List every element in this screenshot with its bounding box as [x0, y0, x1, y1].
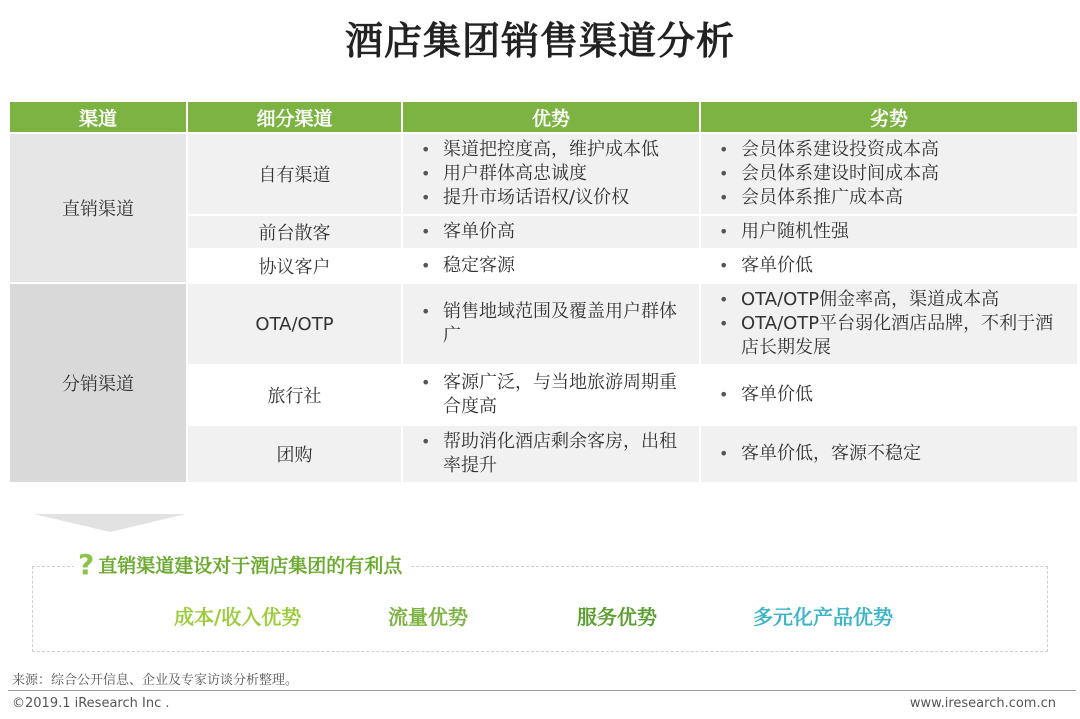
benefit-traffic: 流量优势 [388, 605, 468, 629]
subchannel-cell: 旅行社 [188, 366, 401, 424]
subchannel-cell: 协议客户 [188, 250, 401, 282]
table-row [10, 284, 1077, 364]
advantage-item: • 稳定客源 [421, 254, 691, 278]
table-header-row [10, 102, 1077, 132]
advantage-item: • 用户群体高忠诚度 [421, 162, 691, 186]
benefit-diversified-products: 多元化产品优势 [753, 605, 893, 629]
disadvantage-item: • 会员体系推广成本高 [719, 186, 1069, 210]
header-disadvantage: 劣势 [701, 102, 1077, 132]
disadvantage-item: • 客单价低，客源不稳定 [719, 442, 1069, 466]
disadvantage-item: • 客单价低 [719, 254, 1069, 278]
question-mark-icon: ? [78, 548, 95, 581]
subchannel-cell: OTA/OTP [188, 284, 401, 364]
advantage-item: • 帮助消化酒店剩余客房，出租率提升 [421, 430, 691, 478]
advantage-item: • 客源广泛，与当地旅游周期重合度高 [421, 371, 691, 419]
header-advantage: 优势 [403, 102, 699, 132]
disadvantage-item: • OTA/OTP佣金率高，渠道成本高 [719, 288, 1069, 312]
advantage-item: • 客单价高 [421, 220, 691, 244]
advantage-item: • 渠道把控度高，维护成本低 [421, 138, 691, 162]
advantage-cell [403, 134, 699, 214]
channel-direct: 直销渠道 [10, 134, 186, 282]
channel-distribution: 分销渠道 [10, 284, 186, 482]
disadvantage-item: • 客单价低 [719, 383, 1069, 407]
benefits-title-text: 直销渠道建设对于酒店集团的有利点 [98, 555, 403, 577]
advantage-item: • 销售地域范围及覆盖用户群体广 [421, 300, 691, 348]
disadvantage-item: • OTA/OTP平台弱化酒店品牌，不利于酒店长期发展 [719, 312, 1069, 360]
advantage-cell [403, 426, 699, 482]
down-arrow-icon [34, 514, 186, 532]
advantage-cell [403, 250, 699, 282]
benefit-service: 服务优势 [577, 605, 657, 629]
disadvantage-cell [701, 216, 1077, 248]
channel-table [8, 100, 1079, 484]
subchannel-cell: 团购 [188, 426, 401, 482]
disadvantage-cell [701, 284, 1077, 364]
disadvantage-cell [701, 250, 1077, 282]
footer-divider [8, 690, 1076, 691]
disadvantage-cell [701, 366, 1077, 424]
subchannel-cell: 前台散客 [188, 216, 401, 248]
page-title: 酒店集团销售渠道分析 [344, 19, 735, 63]
advantage-cell [403, 366, 699, 424]
benefit-cost-revenue: 成本/收入优势 [174, 605, 302, 629]
advantage-cell [403, 216, 699, 248]
subchannel-cell: 自有渠道 [188, 134, 401, 214]
website-link[interactable]: www.iresearch.com.cn [909, 696, 1056, 711]
header-channel: 渠道 [10, 102, 186, 132]
advantage-item: • 提升市场话语权/议价权 [421, 186, 691, 210]
disadvantage-cell [701, 426, 1077, 482]
disadvantage-cell [701, 134, 1077, 214]
disadvantage-item: • 会员体系建设时间成本高 [719, 162, 1069, 186]
header-subchannel: 细分渠道 [188, 102, 401, 132]
source-note: 来源：综合公开信息、企业及专家访谈分析整理。 [12, 673, 299, 688]
table-row [10, 134, 1077, 214]
benefits-title [74, 548, 410, 581]
disadvantage-item: • 用户随机性强 [719, 220, 1069, 244]
advantage-cell [403, 284, 699, 364]
disadvantage-item: • 会员体系建设投资成本高 [719, 138, 1069, 162]
copyright: ©2019.1 iResearch Inc . [12, 696, 170, 711]
